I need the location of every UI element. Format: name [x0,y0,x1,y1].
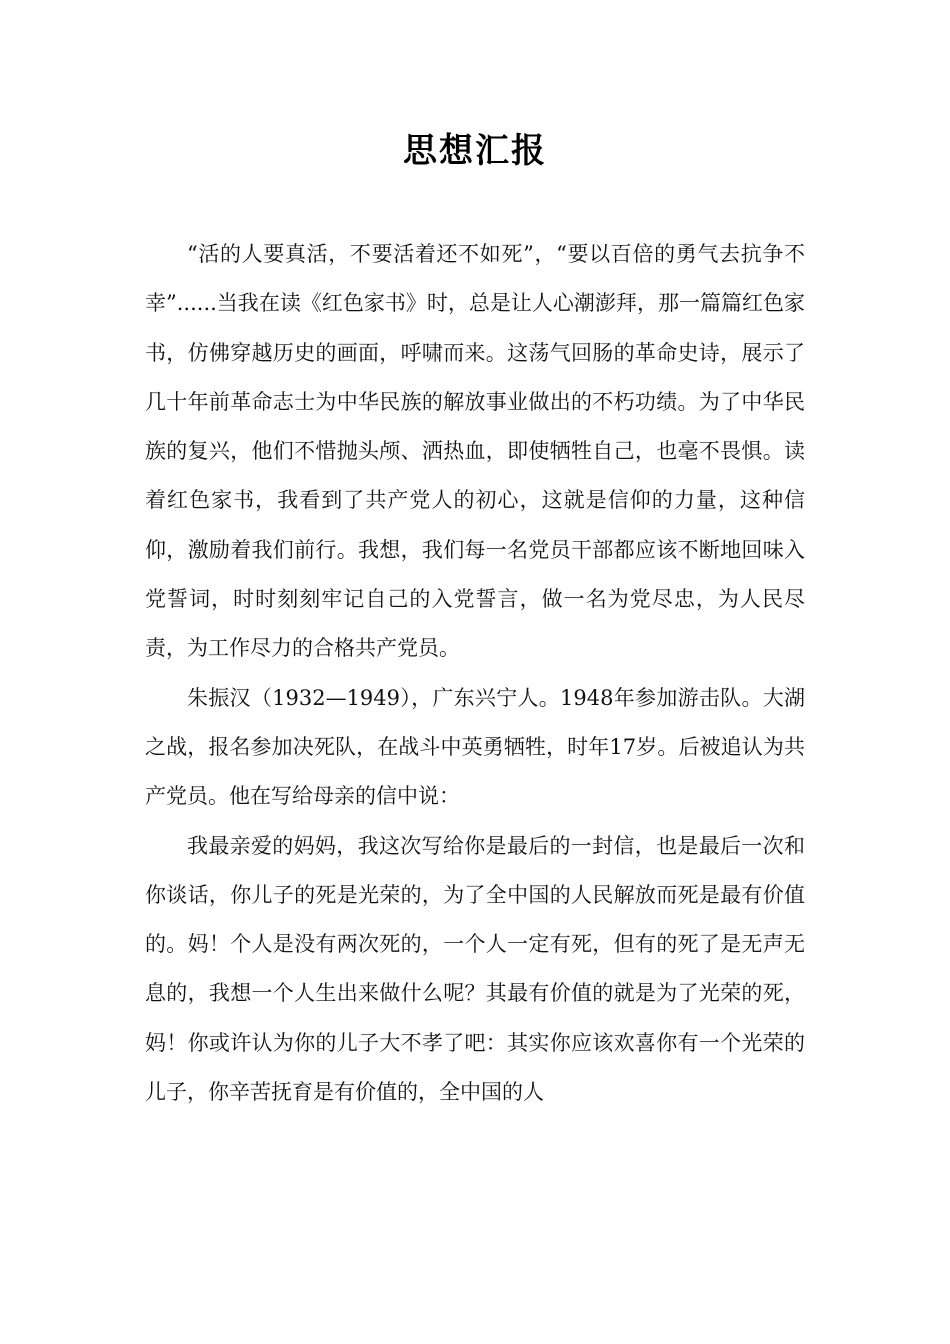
paragraph-letter: 我最亲爱的妈妈，我这次写给你是最后的一封信，也是最后一次和你谈话，你儿子的死是光荣的，为了全中国的人民解放而死是最有价值的。妈！个人是没有两次死的，一个人一定有死，但有的死了是无声无息的，我想一个人生出来做什么呢？其最有价值的就是为了光荣的死，妈！你或许认为你的儿子大不孝了吧：其实你应该欢喜你有一个光荣的儿子，你辛苦抚育是有价值的，全中国的人 [145,833,805,1105]
paragraph-intro: “活的人要真活，不要活着还不如死”，“要以百倍的勇气去抗争不幸”......当我在读《红色家书》时，总是让人心潮澎拜，那一篇篇红色家书，仿佛穿越历史的画面，呼啸而来。这荡气回肠的革命史诗，展示了几十年前革命志士为中华民族的解放事业做出的不朽功绩。为了中华民族的复兴，他们不惜抛头颅、洒热血，即使牺牲自己，也毫不畏惧。读着红色家书，我看到了共产党人的初心，这就是信仰的力量，这种信仰，激励着我们前行。我想，我们每一名党员干部都应该不断地回味入党誓词，时时刻刻牢记自己的入党誓言，做一名为党尽忠，为人民尽责，为工作尽力的合格共产党员。 [145,242,805,661]
paragraph-biography: 朱振汉（1932—1949），广东兴宁人。1948年参加游击队。大湖之战，报名参加决死队，在战斗中英勇牺牲，时年17岁。后被追认为共产党员。他在写给母亲的信中说： [145,685,805,809]
document-body [145,230,805,1117]
document-title: 思想汇报 [403,131,547,171]
